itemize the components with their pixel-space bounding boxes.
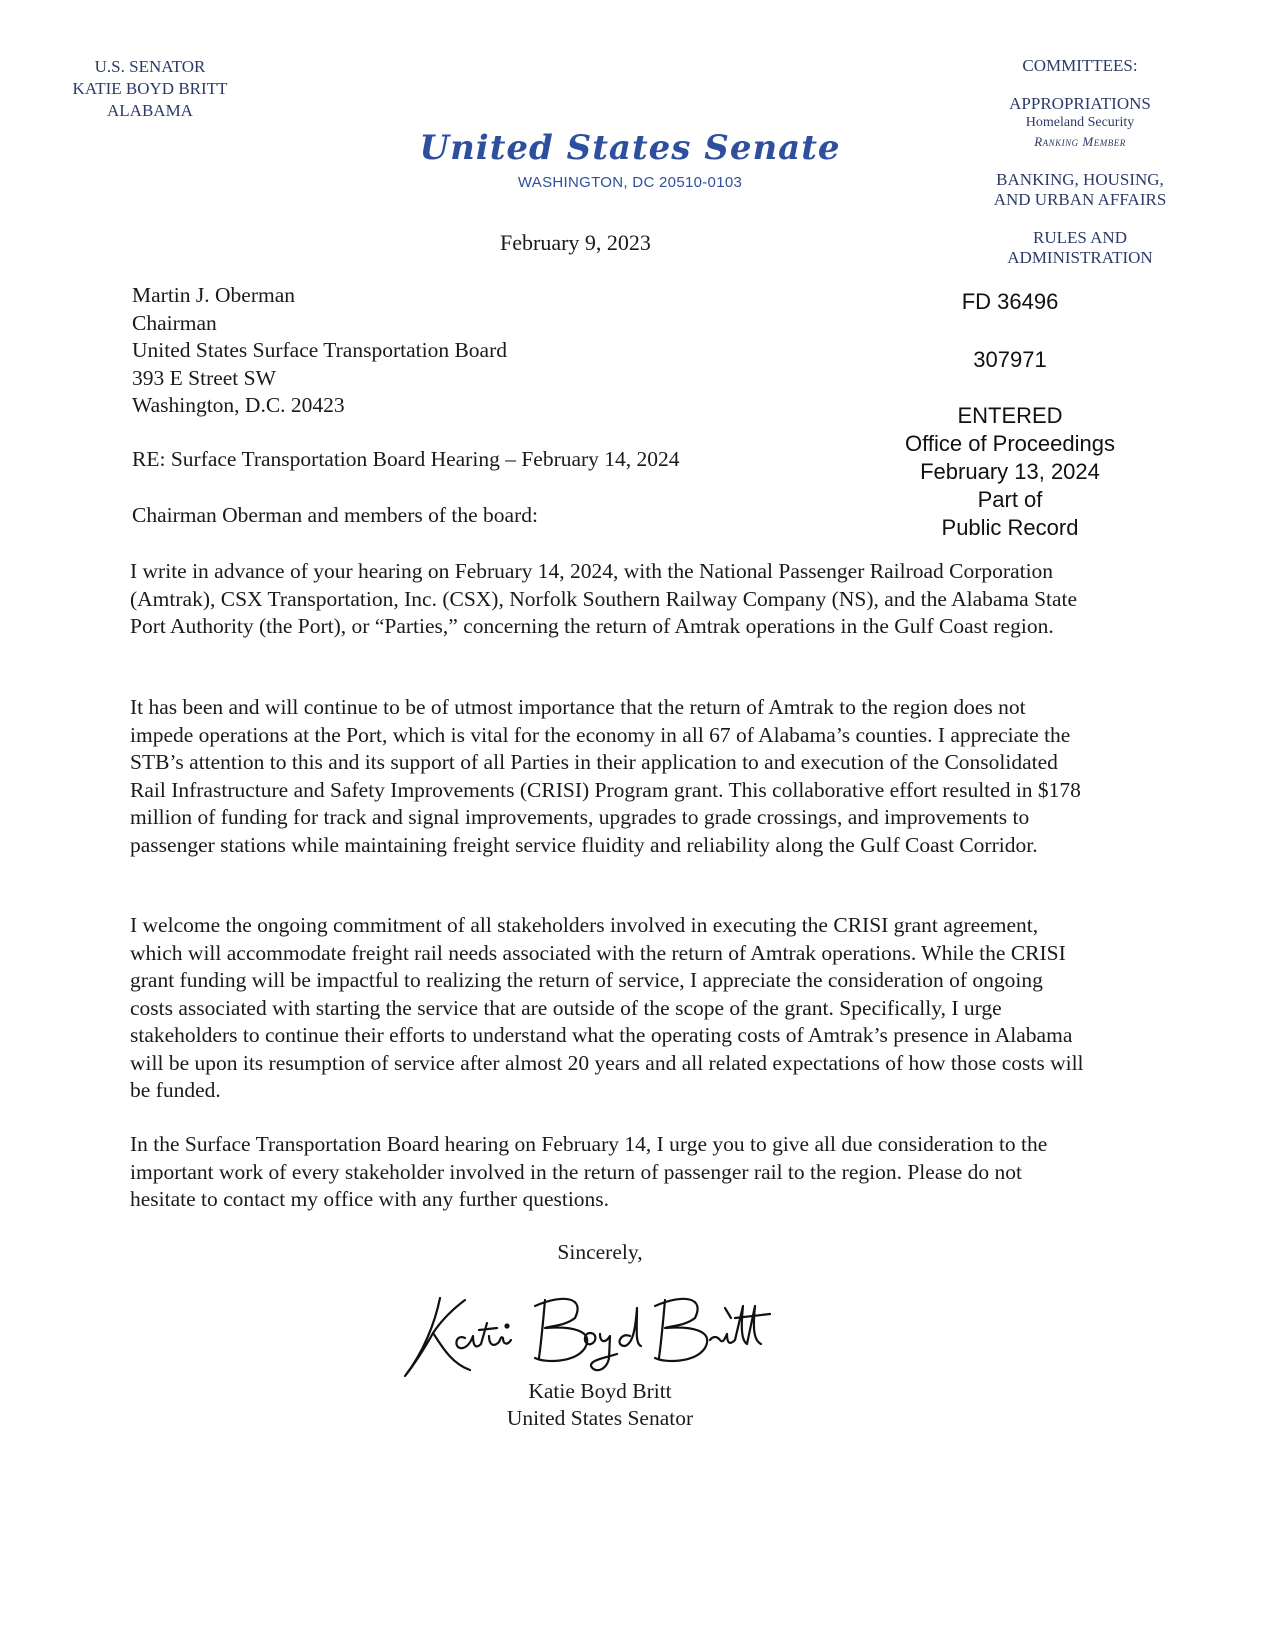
body-paragraph: In the Surface Transportation Board hearing on February 14, I urge you to give all due consideration to the important work of every stakeholder involved in the return of passenger rail to the region. Please do not hesitate to contact my office with any further questions. <box>130 1132 1048 1211</box>
body-paragraph: I write in advance of your hearing on February 14, 2024, with the National Passenger Railroad Corporation (Amtrak), CSX Transportation, Inc. (CSX), Norfolk Southern Railway Company (NS), and the Alabama State Port Authority (the Port), or “Parties,” concerning the return of Amtrak operations in the Gulf Coast region. <box>130 559 1078 638</box>
stamp-line: February 13, 2024 <box>920 459 1100 484</box>
senate-address: WASHINGTON, DC 20510-0103 <box>517 174 743 191</box>
senator-name: KATIE BOYD BRITT <box>72 79 228 98</box>
recipient-address <box>132 282 507 420</box>
signatory-title: United States Senator <box>506 1406 694 1430</box>
committee-name-line2: AND URBAN AFFAIRS <box>993 190 1167 209</box>
entered-stamp <box>860 402 1160 542</box>
committees-heading: COMMITTEES: <box>1022 56 1138 75</box>
committee-name-line2: ADMINISTRATION <box>1007 248 1153 267</box>
letter-date: February 9, 2023 <box>500 230 651 255</box>
body-paragraph: It has been and will continue to be of utmost importance that the return of Amtrak to the region does not impede operations at the Port, which is vital for the economy in all 67 of Alabama’s counties. I appreciate the STB’s attention to this and its support of all Parties in their application to and execution of the Consolidated Rail Infrastructure and Safety Improvements (CRISI) Program grant. This collaborative effort resulted in $178 million of funding for track and signal improvements, upgrades to grade crossings, and improvements to passenger stations while maintaining freight service fluidity and reliability along the Gulf Coast Corridor. <box>130 695 1081 857</box>
committee-name-line1: BANKING, HOUSING, <box>996 170 1164 189</box>
committee-appropriations <box>960 94 1200 152</box>
senate-title: United States Senate <box>419 128 841 168</box>
stamp-line: Office of Proceedings <box>905 431 1115 456</box>
docket-number: FD 36496 <box>961 289 1059 314</box>
recipient-line: Martin J. Oberman <box>132 283 296 307</box>
recipient-line: Chairman <box>132 310 217 335</box>
stamp-line: Part of <box>977 487 1043 512</box>
recipient-line: United States Surface Transportation Board <box>132 338 508 362</box>
senator-state: ALABAMA <box>107 101 193 120</box>
committee-role: Ranking Member <box>1034 134 1126 149</box>
stamp-line: ENTERED <box>957 403 1063 428</box>
committees-block <box>960 56 1200 286</box>
recipient-line: 393 E Street SW <box>132 365 276 390</box>
subcommittee-name: Homeland Security <box>1025 115 1135 130</box>
committee-rules <box>960 228 1200 268</box>
signatory-block <box>480 1378 720 1432</box>
salutation: Chairman Oberman and members of the board: <box>132 503 538 527</box>
committee-banking <box>960 170 1200 210</box>
subject-line: RE: Surface Transportation Board Hearing – February 14, 2024 <box>132 447 680 471</box>
valediction: Sincerely, <box>557 1240 643 1264</box>
recipient-line: Washington, D.C. 20423 <box>132 393 345 417</box>
committee-name: APPROPRIATIONS <box>1009 94 1151 113</box>
signature-image <box>395 1278 815 1388</box>
letterhead-center <box>380 128 880 191</box>
filing-number: 307971 <box>973 347 1047 372</box>
stamp-line: Public Record <box>941 515 1079 540</box>
signatory-name: Katie Boyd Britt <box>528 1379 672 1403</box>
body-paragraph: I welcome the ongoing commitment of all stakeholders involved in executing the CRISI grant agreement, which will accommodate freight rail needs associated with the return of Amtrak operations. While the CRISI grant funding will be impactful to realizing the return of service, I appreciate the consideration of ongoing costs associated with starting the service that are outside of the scope of the grant. Specifically, I urge stakeholders to continue their efforts to understand what the operating costs of Amtrak’s presence in Alabama will be upon its resumption of service after almost 20 years and all related expectations of how those costs will be funded. <box>130 913 1084 1102</box>
committee-name-line1: RULES AND <box>1033 228 1127 247</box>
senator-title: U.S. SENATOR <box>94 57 206 76</box>
letterhead-senator-block <box>40 56 260 122</box>
